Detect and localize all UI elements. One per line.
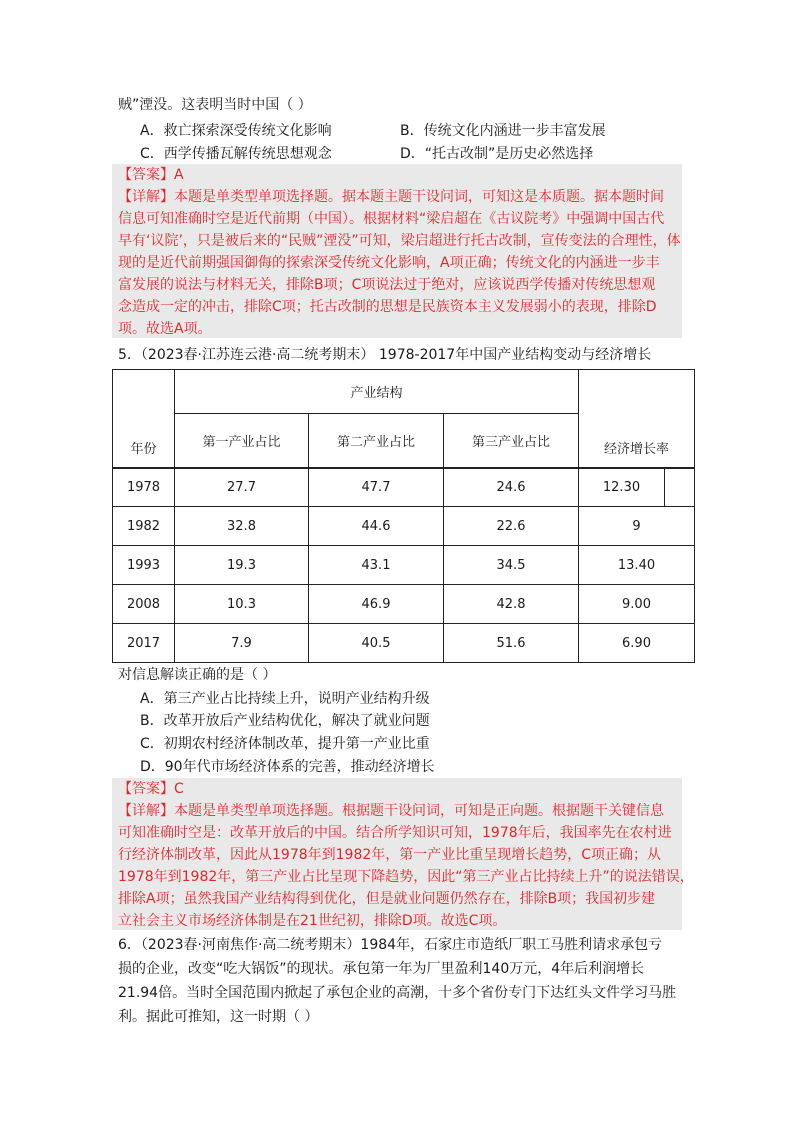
q5-detail-line: 可知准确时空是：改革开放后的中国。结合所学知识可知，1978年后，我国率先在农村进 <box>118 825 672 841</box>
table-row <box>113 546 695 585</box>
table-cell: 51.6 <box>444 624 579 663</box>
table-cell: 43.1 <box>309 546 444 585</box>
table-cell: 19.3 <box>175 546 309 585</box>
q5-answer-block <box>112 778 694 930</box>
table-cell: 24.6 <box>444 468 579 507</box>
table-cell: 47.7 <box>309 468 444 507</box>
table-row <box>113 507 695 546</box>
table-cell: 1993 <box>113 546 175 585</box>
q5-question: 对信息解读正确的是（ ） <box>118 667 277 683</box>
table-cell: 12.30 <box>579 468 665 507</box>
table-cell: 7.9 <box>175 624 309 663</box>
table-cell: 9 <box>579 507 695 546</box>
table-cell: 2017 <box>113 624 175 663</box>
q4-option-b: B．传统文化内涵进一步丰富发展 <box>400 123 606 139</box>
table-cell: 32.8 <box>175 507 309 546</box>
q4-detail-line: 富发展的说法与材料无关，排除B项；C项说法过于绝对，应该说西学传播对传统思想观 <box>118 277 656 293</box>
table-header-tertiary: 第三产业占比 <box>444 414 579 468</box>
table-cell: 1978 <box>113 468 175 507</box>
q5-option-c: C．初期农村经济体制改革，提升第一产业比重 <box>140 736 430 752</box>
q5-answer: 【答案】C <box>118 781 184 797</box>
q6-line: 损的企业，改变“吃大锅饭”的现状。承包第一年为厂里盈利140万元，4年后利润增长 <box>118 961 645 977</box>
q4-answer: 【答案】A <box>118 167 184 183</box>
table-cell: 22.6 <box>444 507 579 546</box>
q4-detail-line: 信息可知准确时空是近代前期（中国）。根据材料“梁启超在《古议院考》中强调中国古代 <box>118 211 665 227</box>
q5-option-b: B．改革开放后产业结构优化，解决了就业问题 <box>140 713 430 729</box>
table-cell: 9.00 <box>579 585 695 624</box>
table-cell: 10.3 <box>175 585 309 624</box>
table-cell: 6.90 <box>579 624 695 663</box>
table-cell: 46.9 <box>309 585 444 624</box>
q4-option-d: D．“托古改制”是历史必然选择 <box>400 146 594 162</box>
q5-detail-line: 行经济体制改革，因此从1978年到1982年，第一产业比重呈现增长趋势，C项正确；从 <box>118 847 662 863</box>
table-cell: 1982 <box>113 507 175 546</box>
table-header-group: 产业结构 <box>175 370 579 414</box>
table-cell: 27.7 <box>175 468 309 507</box>
q5-option-a: A．第三产业占比持续上升，说明产业结构升级 <box>140 691 430 707</box>
q5-detail-line: 1978年到1982年，第三产业占比呈现下降趋势，因此“第三产业占比持续上升”的说法错误， <box>118 869 694 885</box>
q6-line: 21.94倍。当时全国范围内掀起了承包企业的高潮，十多个省份专门下达红头文件学习马胜 <box>118 985 677 1001</box>
table-cell: 42.8 <box>444 585 579 624</box>
table-cell-empty <box>665 468 695 507</box>
q4-detail-line: 念造成一定的冲击，排除C项；托古改制的思想是民族资本主义发展弱小的表现，排除D <box>118 299 657 315</box>
table-header-primary: 第一产业占比 <box>175 414 309 468</box>
q5-header: 5．（2023春·江苏连云港·高二统考期末） 1978-2017年中国产业结构变动与经济增长 <box>118 347 652 363</box>
q4-option-a: A．救亡探索深受传统文化影响 <box>140 123 332 139</box>
table-header-growth: 经济增长率 <box>579 370 695 468</box>
table-row <box>113 585 695 624</box>
q4-detail-line: 【详解】本题是单类型单项选择题。据本题主题干设问词，可知这是本质题。据本题时间 <box>118 189 664 205</box>
q4-option-c: C．西学传播瓦解传统思想观念 <box>140 146 332 162</box>
q4-detail-line: 项。故选A项。 <box>118 321 212 337</box>
q5-detail-line: 立社会主义市场经济体制是在21世纪初，排除D项。故选C项。 <box>118 913 507 929</box>
q5-option-d: D．90年代市场经济体系的完善，推动经济增长 <box>140 759 435 775</box>
q5-detail-line: 排除A项；虽然我国产业结构得到优化，但是就业问题仍然存在，排除B项；我国初步建 <box>118 891 656 907</box>
q4-stem-end: 贼”湮没。这表明当时中国（ ） <box>118 97 312 113</box>
table-header-secondary: 第二产业占比 <box>309 414 444 468</box>
q4-detail-line: 早有‘议院’，只是被后来的“民贼”湮没”可知，梁启超进行托古改制，宣传变法的合理性，体 <box>118 233 681 249</box>
q5-detail-line: 【详解】本题是单类型单项选择题。根据题干设问词，可知是正向题。根据题干关键信息 <box>118 803 664 819</box>
table-cell: 34.5 <box>444 546 579 585</box>
table-cell: 40.5 <box>309 624 444 663</box>
table-cell: 2008 <box>113 585 175 624</box>
q6-line: 6．（2023春·河南焦作·高二统考期末）1984年，石家庄市造纸厂职工马胜利请求承包亏 <box>118 937 663 953</box>
table-cell: 13.40 <box>579 546 695 585</box>
table-row <box>113 468 695 507</box>
q5-data-table <box>112 369 695 663</box>
table-cell: 44.6 <box>309 507 444 546</box>
table-header-year: 年份 <box>113 370 175 468</box>
q4-answer-block <box>112 164 682 338</box>
q6-line: 利。据此可推知，这一时期（ ） <box>118 1009 319 1025</box>
q4-detail-line: 现的是近代前期强国御侮的探索深受传统文化影响，A项正确；传统文化的内涵进一步丰 <box>118 255 660 271</box>
table-row <box>113 624 695 663</box>
